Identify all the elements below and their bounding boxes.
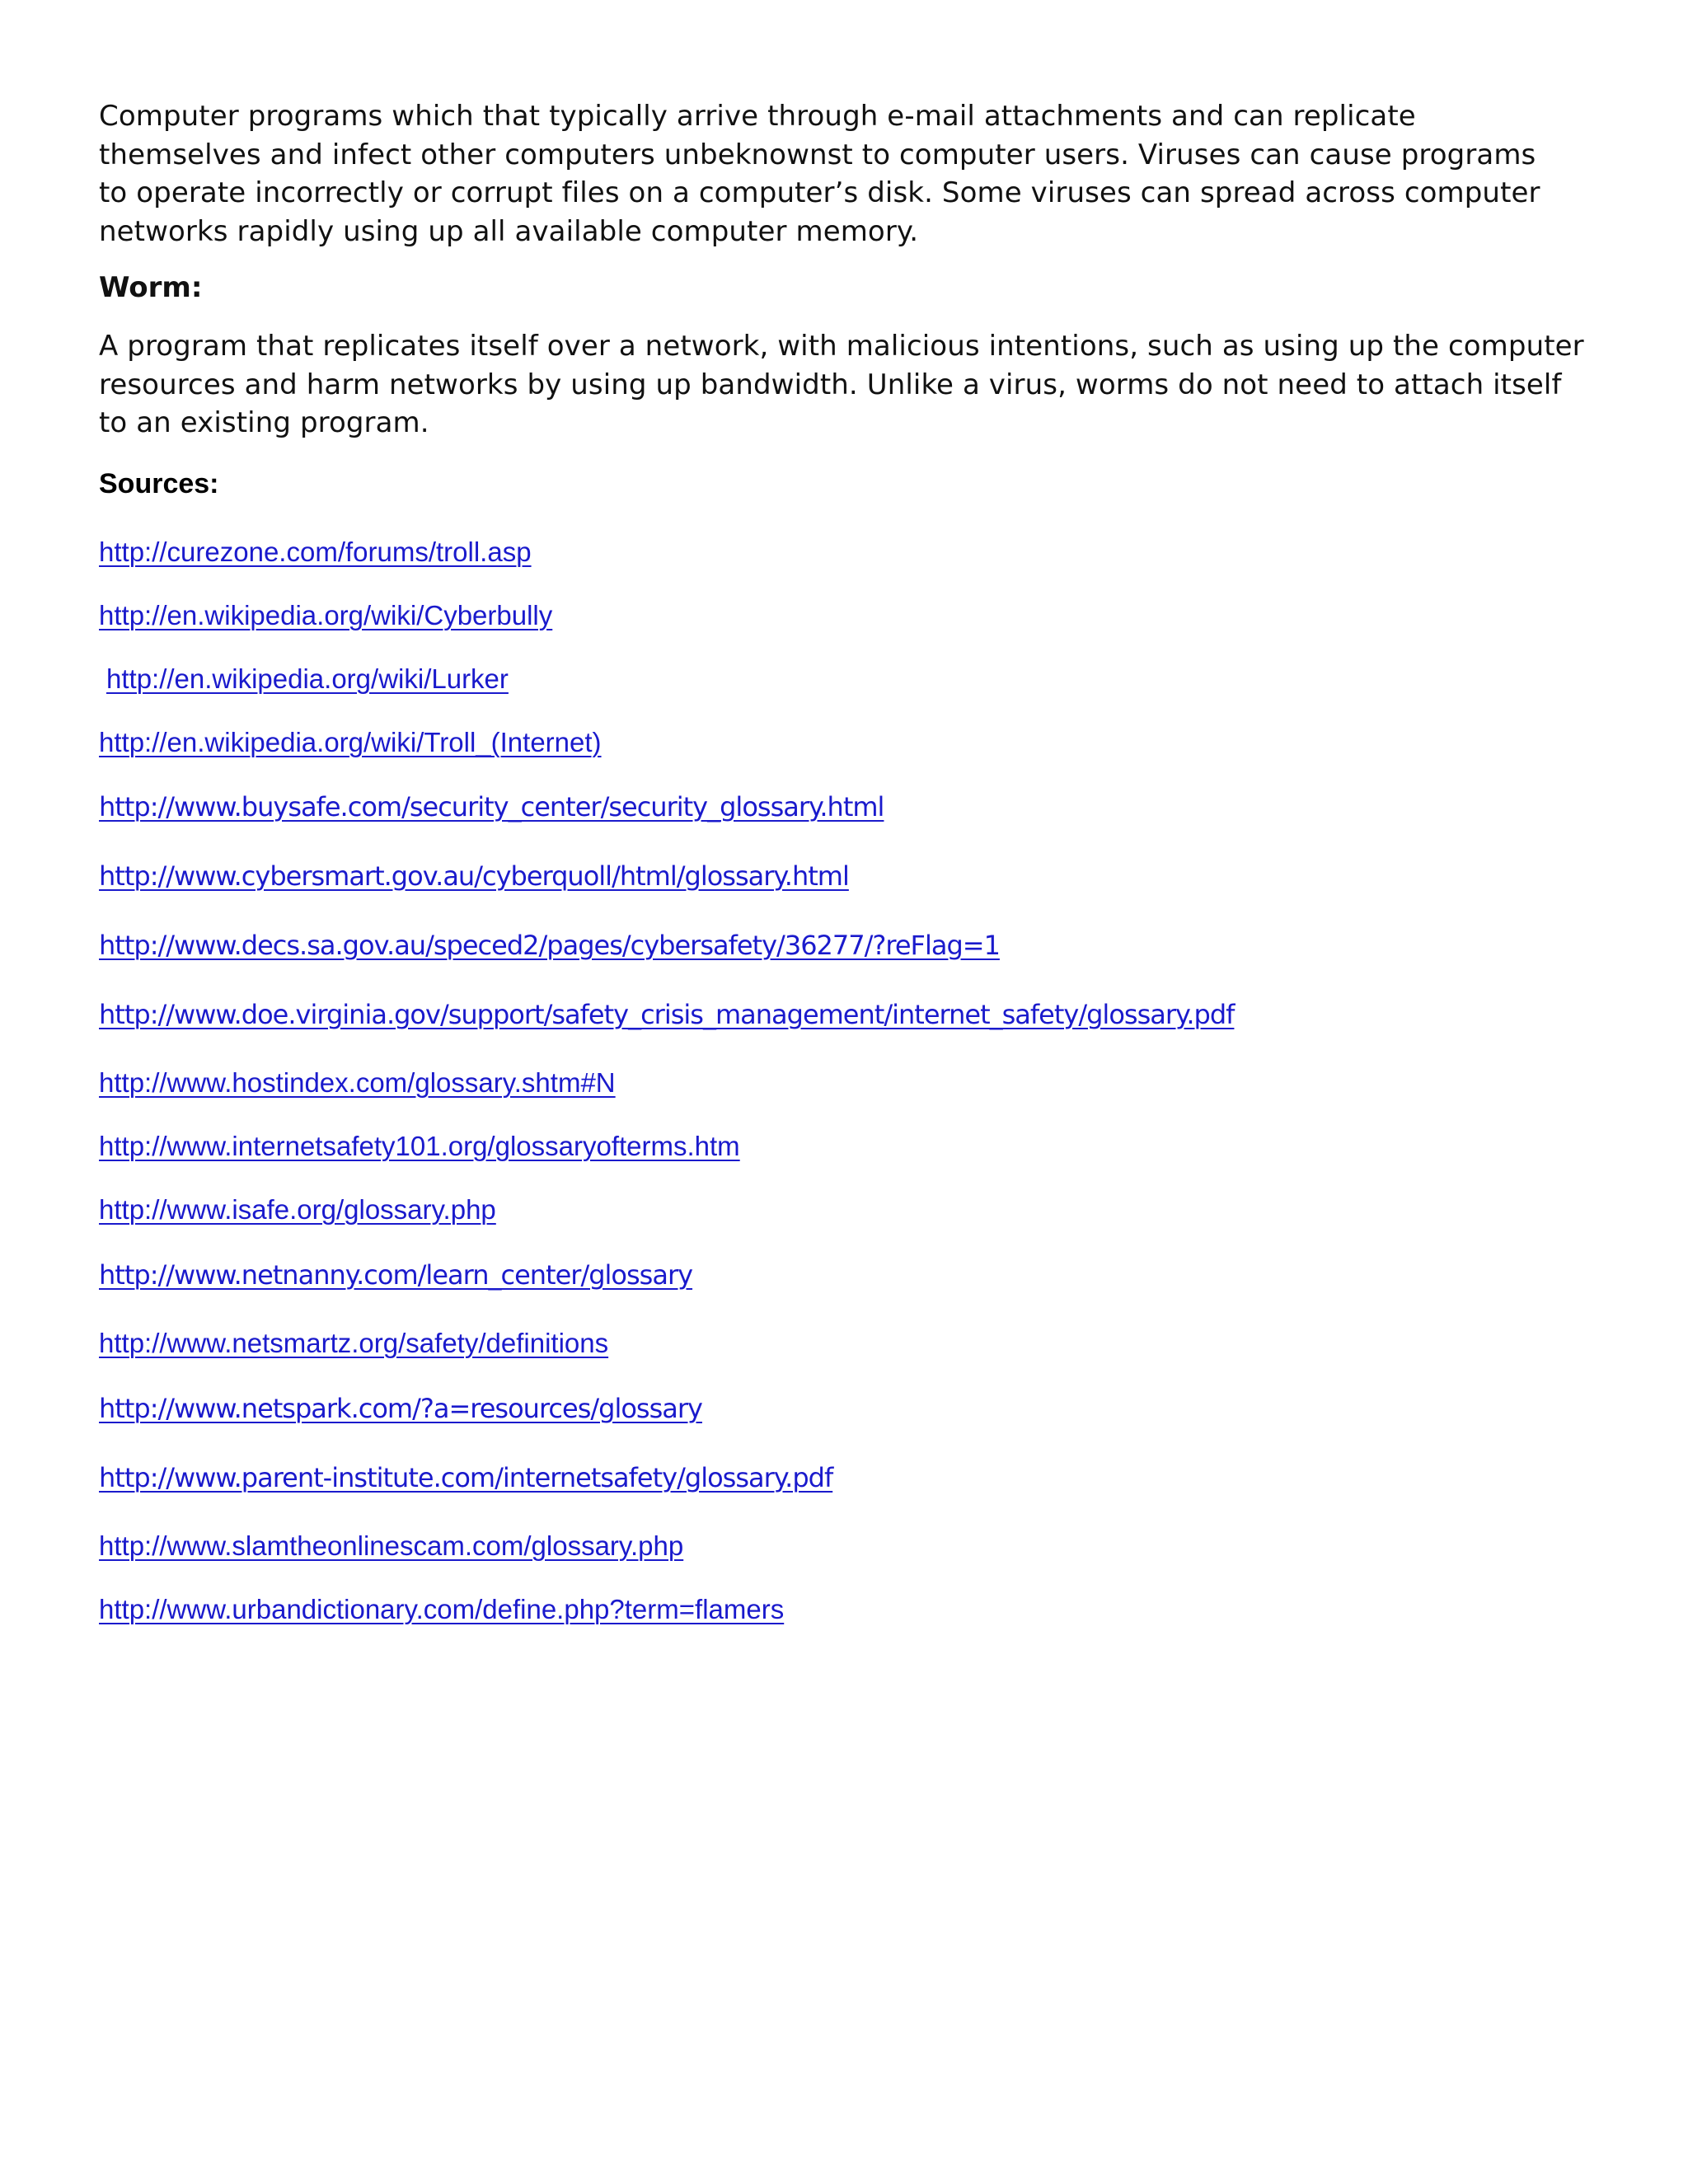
- source-link-wikipedia-lurker[interactable]: http://en.wikipedia.org/wiki/Lurker: [106, 663, 509, 694]
- source-link-isafe[interactable]: http://www.isafe.org/glossary.php: [99, 1193, 496, 1225]
- source-link-curezone[interactable]: http://curezone.com/forums/troll.asp: [99, 536, 532, 567]
- source-link-hostindex[interactable]: http://www.hostindex.com/glossary.shtm#N: [99, 1066, 616, 1098]
- source-link-internetsafety101[interactable]: http://www.internetsafety101.org/glossaryofterms.htm: [99, 1130, 740, 1161]
- source-link-wikipedia-troll[interactable]: http://en.wikipedia.org/wiki/Troll_(Internet): [99, 726, 602, 757]
- source-link-netnanny[interactable]: http://www.netnanny.com/learn_center/glossary: [99, 1258, 693, 1291]
- sources-link-list: [99, 500, 1599, 1654]
- source-link-cybersmart[interactable]: http://www.cybersmart.gov.au/cyberquoll/html/glossary.html: [99, 860, 849, 892]
- source-link-wikipedia-cyberbully[interactable]: http://en.wikipedia.org/wiki/Cyberbully: [99, 599, 553, 630]
- source-link-doe-virginia[interactable]: http://www.doe.virginia.gov/support/safety_crisis_management/internet_safety/glossary.pdf: [99, 998, 1235, 1030]
- worm-heading: Worm:: [99, 271, 203, 304]
- document-page: [99, 97, 1599, 1654]
- source-link-slamtheonlinescam[interactable]: http://www.slamtheonlinescam.com/glossary.php: [99, 1530, 684, 1561]
- source-link-buysafe[interactable]: http://www.buysafe.com/security_center/security_glossary.html: [99, 790, 884, 823]
- source-link-netsmartz[interactable]: http://www.netsmartz.org/safety/definitions: [99, 1327, 609, 1358]
- source-link-urbandictionary[interactable]: http://www.urbandictionary.com/define.php?term=flamers: [99, 1593, 785, 1624]
- source-link-netspark[interactable]: http://www.netspark.com/?a=resources/glossary: [99, 1392, 702, 1424]
- sources-heading: Sources:: [99, 467, 219, 499]
- source-link-parent-institute[interactable]: http://www.parent-institute.com/internetsafety/glossary.pdf: [99, 1461, 833, 1493]
- worm-definition-paragraph: A program that replicates itself over a network, with malicious intentions, such as using up the computer resources and harm networks by using up bandwidth. Unlike a virus, worms do not need to attach itself to an existing program.: [99, 330, 1584, 439]
- virus-definition-paragraph: Computer programs which that typically arrive through e-mail attachments and can replicate themselves and infect other computers unbeknownst to computer users. Viruses can cause programs to operate incorrectly or corrupt files on a computer’s disk. Some viruses can spread across computer networks rapidly using up all available computer memory.: [99, 100, 1540, 248]
- source-link-decs[interactable]: http://www.decs.sa.gov.au/speced2/pages/cybersafety/36277/?reFlag=1: [99, 929, 1000, 961]
